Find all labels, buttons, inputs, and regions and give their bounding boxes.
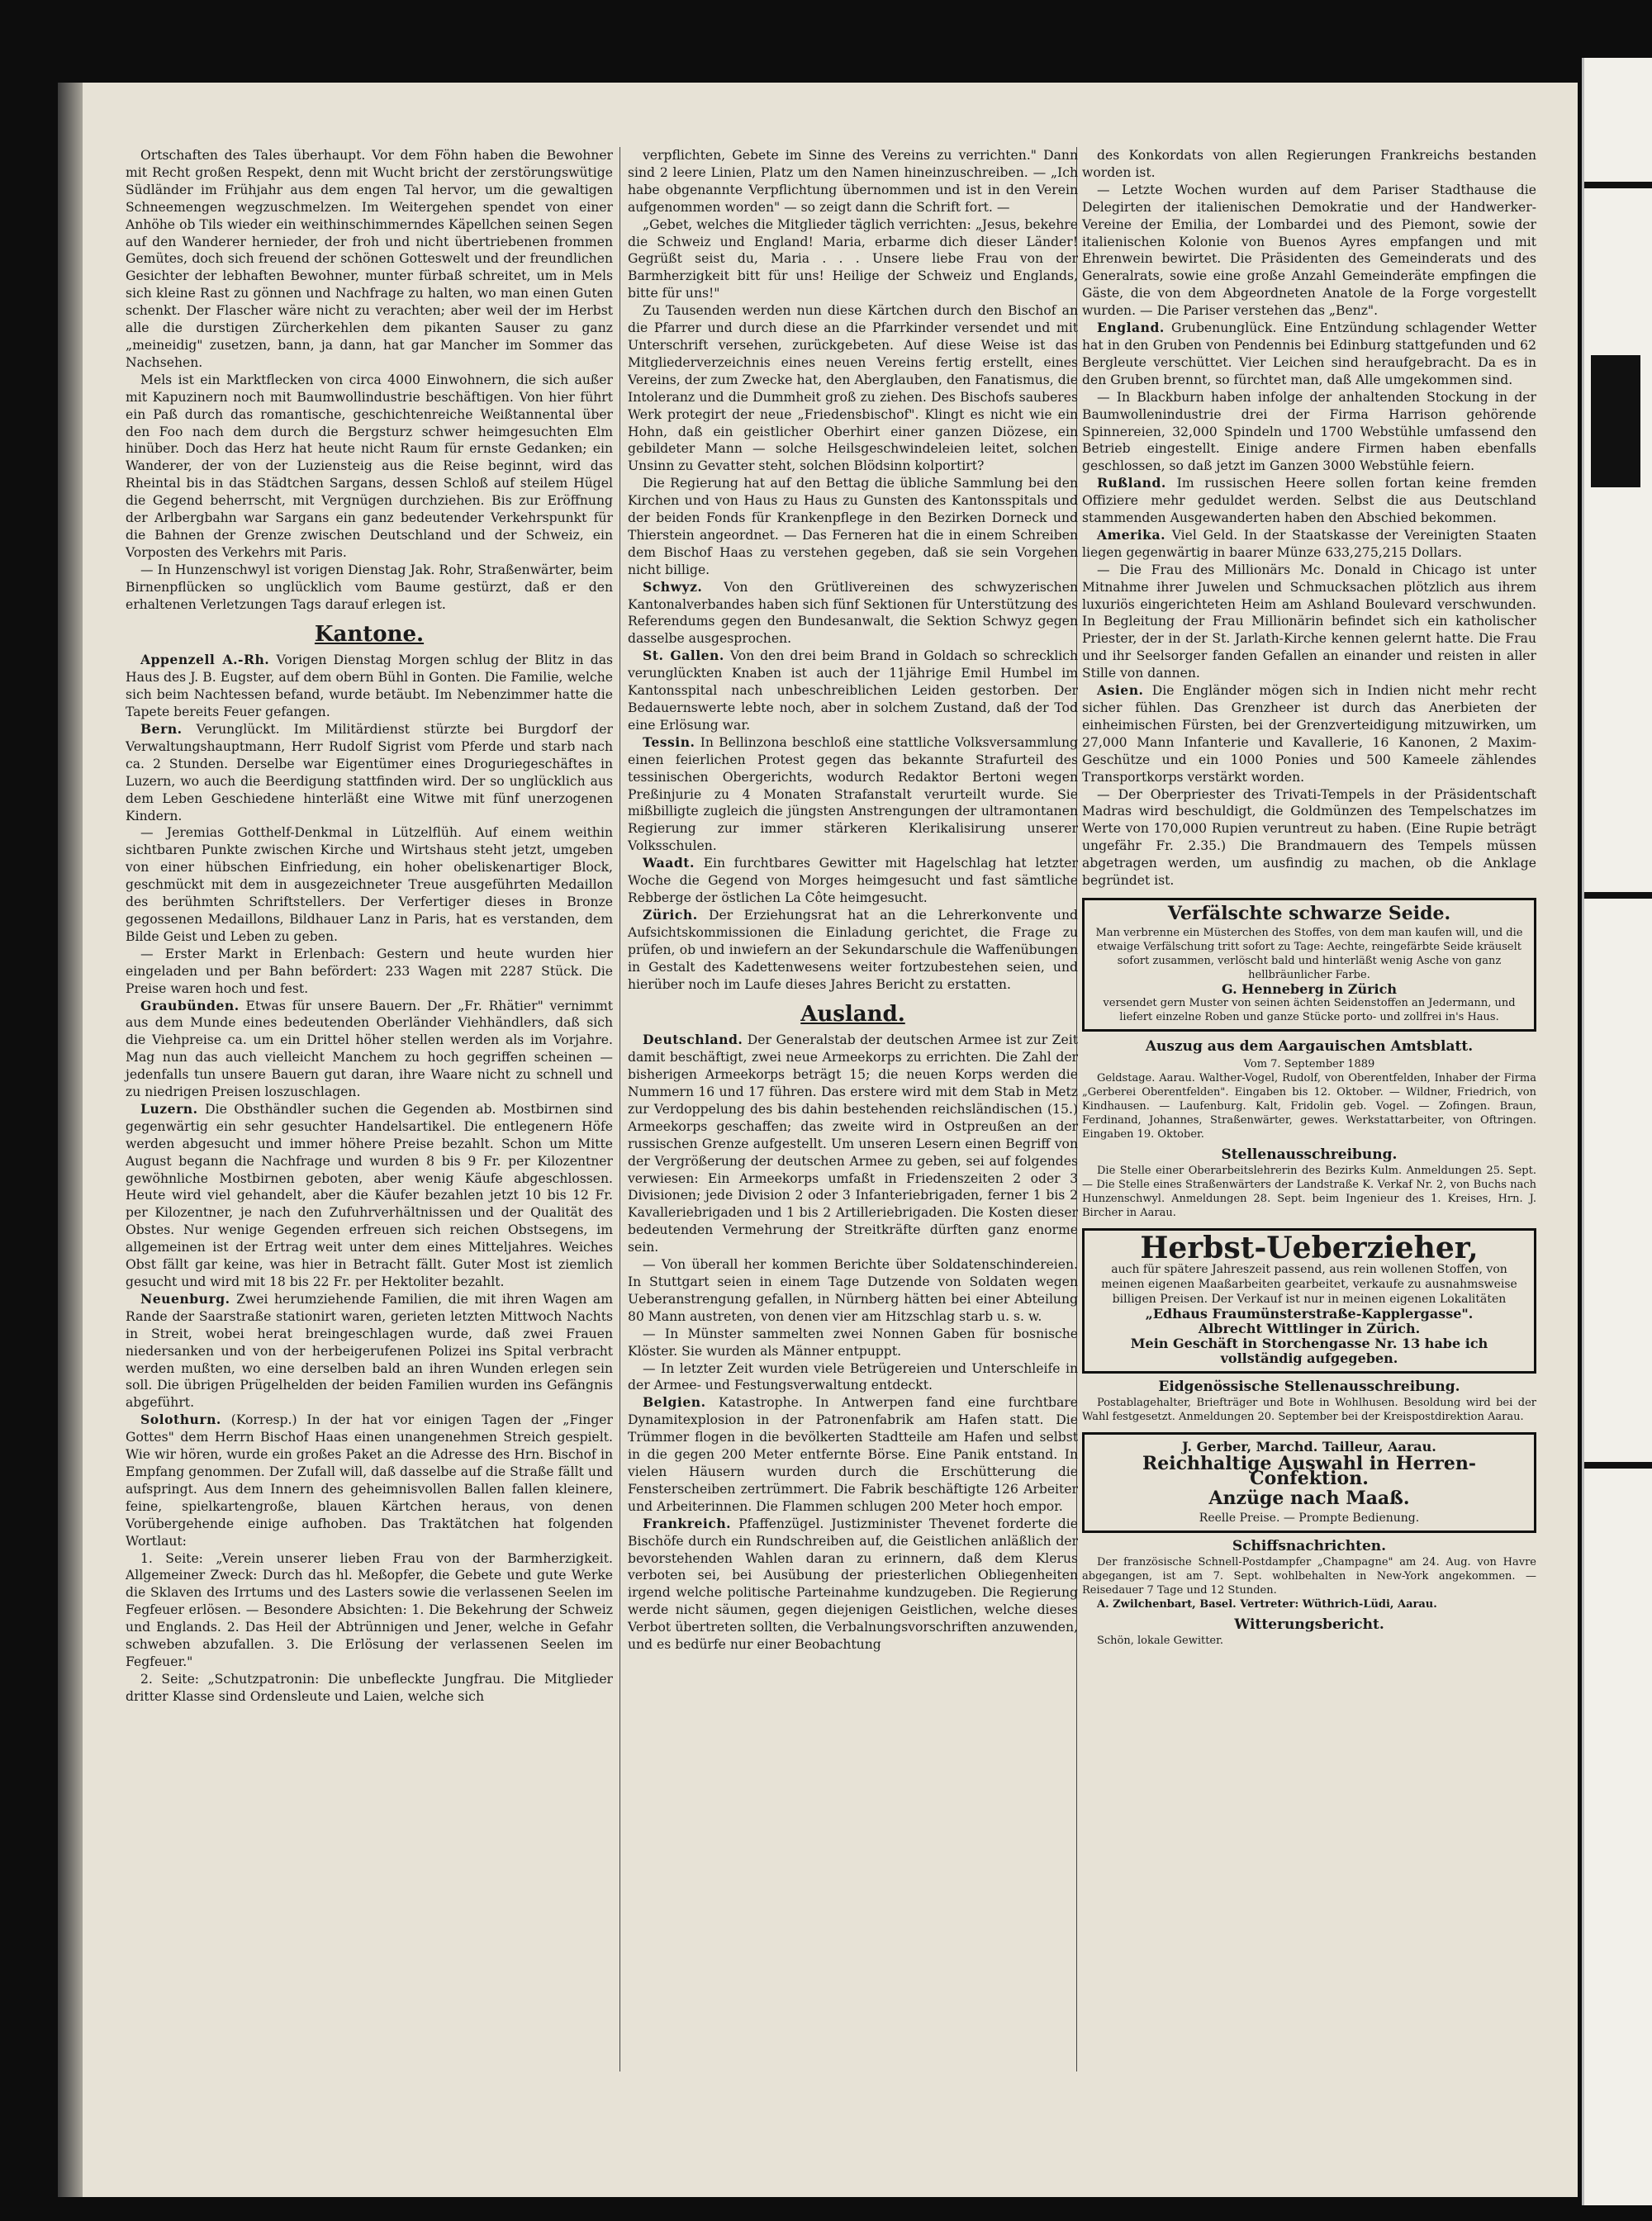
notice-agent: A. Zwilchenbart, Basel. Vertreter: Wüthrich-Lüdi, Aarau. (1097, 1597, 1437, 1611)
ad-line: Reichhaltige Auswahl in Herren-Confektion. (1142, 1452, 1476, 1489)
notice-title: Schiffsnachrichten. (1232, 1537, 1387, 1554)
news-item (628, 579, 1078, 648)
column-1 (126, 147, 613, 1706)
notice-text: Geldstage. Aarau. Walther-Vogel, Rudolf, von Oberentfelden, Inhaber der Firma „Gerberei Oberentfelden". Eingaben bis 12. Oktober. — Wildner, Friedrich, von Kindhausen. — Laufenburg. Kalt, Fridolin geb. Vogel. — Zofingen. Braun, Ferdinand, Johannes, Straßenwärter, gewes. Werkstattarbeiter, von Oftringen. Eingaben 19. Oktober. (1082, 1071, 1536, 1141)
ad-title: J. Gerber, Marchd. Tailleur, Aarau. (1182, 1438, 1436, 1455)
column-3 (1082, 147, 1536, 1648)
ad-body: Man verbrenne ein Müsterchen des Stoffes, von dem man kaufen will, und die etwaige Verfälschung tritt sofort zu Tage: Aechte, reingefärbte Seide kräuselt sofort zusammen, verlöscht bald und hinterläßt wenig Asche von ganz hellbräunlicher Farbe. (1095, 926, 1523, 981)
ad-title: Verfälschte schwarze Seide. (1167, 902, 1451, 924)
news-item-region: England. (1097, 320, 1165, 336)
notice-date: Vom 7. September 1889 (1243, 1057, 1375, 1070)
news-item (1082, 527, 1536, 562)
ad-line: Anzüge nach Maaß. (1208, 1487, 1410, 1509)
edge-rule (1584, 1462, 1652, 1469)
edge-rule (1584, 892, 1652, 899)
news-item-text: Die Engländer mögen sich in Indien nicht mehr recht sicher fühlen. Das Grenzheer ist durch das Anerbieten der einheimischen Fürsten, bei der Grenzverteidigung mitzuwirken, um 27,000 Mann Infanterie und Kavallerie, 16 Kanonen, 2 Maxim-Geschütze und ein 1000 Ponies und 500 Kameele zählendes Transportkorps verstärkt worden. (1082, 683, 1536, 785)
article-text: — Die Frau des Millionärs Mc. Donald in Chicago ist unter Mitnahme ihrer Juwelen und Schmucksachen plötzlich aus ihrem luxuriös eingerichteten Heim am Ashland Boulevard verschwunden. In Begleitung der Frau Millionärin befindet sich ein katholischer Priester, der in der St. Jarlath-Kirche kennen gelernt hatte. Die Frau und ihr Seelsorger fanden Gefallen an einander und reisten in aller Stille von dannen. (1082, 562, 1536, 681)
news-item (628, 648, 1078, 734)
column-2 (628, 147, 1078, 1654)
section-heading-kantone: Kantone. (314, 622, 425, 648)
ad-signature: G. Henneberg in Zürich (1221, 980, 1397, 997)
article-text: — In letzter Zeit wurden viele Betrügereien und Unterschleife in der Armee- und Festungsverwaltung entdeckt. (628, 1360, 1078, 1393)
news-item (628, 1032, 1078, 1256)
news-item-region: Deutschland. (643, 1032, 743, 1048)
news-item-text: Zwei herumziehende Familien, die mit ihren Wagen am Rande der Saarstraße stationirt waren, gerieten letzten Mittwoch Nachts in Streit, wobei herat breingeschlagen wurde, daß zwei Frauen niedersanken und von der herbeigerufenen Polizei ins Spital verbracht werden mußten, wo eine derselben bald an ihren Wunden erlegen sein soll. Die übrigen Prügelhelden der beiden Familien wurden ins Gefängnis abgeführt. (126, 1291, 613, 1411)
advertisement-tailor (1082, 1432, 1536, 1533)
article-text: — In Blackburn haben infolge der anhaltenden Stockung in der Baumwollenindustrie drei der Firma Harrison gehörende Spinnereien, 32,000 Spindeln und 1700 Webstühle umfassend den Betrieb eingestellt. Einige andere Firmen haben ebenfalls geschlossen, so daß jetzt im Ganzen 3000 Webstühle feiern. (1082, 389, 1536, 474)
news-item (126, 652, 613, 721)
news-item-region: Solothurn. (140, 1412, 221, 1428)
prayer-text: „Gebet, welches die Mitglieder täglich verrichten: „Jesus, bekehre die Schweiz und England! Maria, erbarme dich dieser Länder! Gegrüßt seist du, Maria . . . Unsere liebe Frau von der Barmherzigkeit bitt für uns! Heilige der Schweiz und Englands, bitte für uns!" (628, 216, 1078, 301)
news-item-text: (Korresp.) In der hat vor einigen Tagen der „Finger Gottes" dem Herrn Bischof Haas einen unangenehmen Streich gespielt. Wie wir hören, wurde ein großes Paket an die Adresse des Hrn. Bischof in Empfang genommen. Der Zufall will, daß dasselbe auf die Straße fällt und aufspringt. Aus dem Innern des geheimnisvollen Ballen fallen kleinere, feine, spielkartengroße, blauen Kärtchen heraus, von denen Vorübergehende einige aufhoben. Das Traktätchen hat folgenden Wortlaut: (126, 1412, 613, 1549)
news-item-region: Graubünden. (140, 997, 240, 1013)
news-item (1082, 320, 1536, 389)
ad-note: Mein Geschäft in Storchengasse Nr. 13 habe ich vollständig aufgegeben. (1130, 1335, 1488, 1366)
edge-block (1591, 355, 1640, 487)
news-item-region: Amerika. (1097, 526, 1165, 543)
news-item (126, 1412, 613, 1549)
notice-text: Postablagehalter, Briefträger und Bote in Wohlhusen. Besoldung wird bei der Wahl festgesetzt. Anmeldungen 20. September bei der Kreispostdirektion Aarau. (1082, 1396, 1536, 1423)
adjacent-page-edge (1582, 58, 1652, 2205)
news-item-region: St. Gallen. (643, 648, 724, 664)
article-text: — In Münster sammelten zwei Nonnen Gaben für bosnische Klöster. Sie wurden als Männer entpuppt. (628, 1326, 1078, 1359)
news-item-region: Frankreich. (643, 1515, 732, 1531)
news-item-text: Der Generalstab der deutschen Armee ist zur Zeit damit beschäftigt, zwei neue Armeekorps zu errichten. Die Zahl der bisherigen Armeekorps beträgt 15; die neuen Korps werden die Nummern 16 und 17 führen. Das erstere wird mit dem Stab in Metz zur Verdoppelung des bis dahin bestehenden reichsländischen (15.) Armeekorps geschaffen; das zweite wird in Ostpreußen an der russischen Grenze aufgestellt. Um unseren Lesern einen Begriff von der Vergrößerung der deutschen Armee zu geben, sei auf folgendes verwiesen: Ein Armeekorps umfaßt in Friedenszeiten 2 oder 3 Divisionen; jede Division 2 oder 3 Infanteriebrigaden, ferner 1 bis 2 Kavalleriebrigaden und 1 bis 2 Artilleriebrigaden. Die Kosten dieser bedeutenden Vermehrung der Streitkräfte dürften ganz enorme sein. (628, 1032, 1078, 1255)
notice-title: Stellenausschreibung. (1221, 1146, 1398, 1163)
article-text: — Von überall her kommen Berichte über Soldatenschindereien. In Stuttgart seien in einem Tage Dutzende von Soldaten wegen Ueberanstrengung gefallen, in Nürnberg hätten bei einer Abteilung 80 Mann austreten, von denen vier am Hitzschlag starb u. s. w. (628, 1257, 1078, 1324)
notice-title: Eidgenössische Stellenausschreibung. (1158, 1378, 1460, 1395)
article-text: Die Regierung hat auf den Bettag die übliche Sammlung bei den Kirchen und von Haus zu Haus zu Gunsten des Kantonsspitals und der beiden Fonds für Krankenpflege in den Bezirken Dorneck und Thierstein angeordnet. — Das Ferneren hat die in einem Schreiben dem Bischof Haas zu verstehen gegeben, daß sie sein Vorgehen nicht billige. (628, 476, 1078, 577)
news-item-text: Die Obsthändler suchen die Gegenden ab. Mostbirnen sind gegenwärtig ein sehr gesuchter Handelsartikel. Die entlegenern Höfe werden abgesucht und immer höhere Preise bezahlt. Schon um Mitte August begann die Nachfrage und wurden 8 bis 9 Fr. per Kilozentner gewöhnliche Mostbirnen geboten, aber wenig Käufe abgeschlossen. Heute wird viel gehandelt, aber die Käufer bezahlen jetzt 10 bis 12 Fr. per Kilozentner, je nach den Zufuhrverhältnissen und der Qualität des Obstes. Nur wenige Gegenden erfreuen sich reichen Obstsegens, im allgemeinen ist der Ertrag weit unter dem eines Mitteljahres. Weiches Obst fällt gar keine, was hier in Betracht fällt. Guter Most ist ziemlich gesucht und wird mit 18 bis 22 Fr. per Hektoliter bezahlt. (126, 1101, 613, 1289)
news-item-text: Vorigen Dienstag Morgen schlug der Blitz in das Haus des J. B. Eugster, auf dem obern Bühl in Gonten. Die Familie, welche sich beim Nachtessen befand, wurde betäubt. Im Nebenzimmer hatte die Tapete bereits Feuer gefangen. (126, 653, 613, 720)
edge-rule (1584, 182, 1652, 188)
advertisement-silk (1082, 898, 1536, 1032)
news-item-text: Von den drei beim Brand in Goldach so schrecklich verunglückten Knaben ist auch der 11jährige Emil Humbel im Kantonsspital nach unbeschreiblichen Leiden gestorben. Der Bedauernswerte lebte noch, aber in solchem Zustand, daß der Tod eine Erlösung war. (628, 648, 1079, 733)
article-text: — Letzte Wochen wurden auf dem Pariser Stadthause die Delegirten der italienischen Demokratie und der Handwerker-Vereine der Emilia, der Lombardei und des Piemont, sowie der italienischen Kolonie von Buenos Ayres empfangen und mit Ehrenwein bewirtet. Die Präsidenten des Gemeinderats und des Generalrats, sowie eine große Anzahl Gemeinderäte empfingen die Gäste, die von dem Abgeordneten Anatole de la Forge vorgestellt wurden. — Die Pariser verstehen das „Benz". (1082, 182, 1536, 319)
article-text: des Konkordats von allen Regierungen Frankreichs bestanden worden ist. (1082, 148, 1536, 180)
article-text: Mels ist ein Marktflecken von circa 4000 Einwohnern, die sich außer mit Kapuzinern noch mit Baumwollindustrie beschäftigen. Von hier führt ein Paß durch das romantische, geschichtenreiche Weißtannental über den Foo nach dem durch die Bergsturz schwer heimgesuchten Elm hinüber. Doch das Herz hat heute nicht Raum für ernste Gedanken; ein Wanderer, der von der Luziensteig aus die Reise beginnt, wird das Rheintal bis in das Städtchen Sargans, dessen Schloß auf steilem Hügel die Gegend beherrscht, mit Vergnügen durchziehen. Bis zur Eröffnung der Arlbergbahn war Sargans ein ganz bedeutender Verkehrspunkt für die Bahnen der Grenze zwischen Deutschland und der Schweiz, ein Vorposten des Verkehrs mit Paris. (126, 372, 613, 560)
news-item-text: Grubenunglück. Eine Entzündung schlagender Wetter hat in den Gruben von Pendennis bei Edinburg stattgefunden und 62 Bergleute verschüttet. Vier Leichen sind heraufgebracht. Da es in den Gruben brennt, so fürchtet man, daß Alle umgekommen sind. (1082, 320, 1536, 387)
news-item (126, 1291, 613, 1412)
news-item-region: Appenzell A.-Rh. (140, 652, 270, 668)
article-text: — Der Oberpriester des Trivati-Tempels in der Präsidentschaft Madras wird beschuldigt, die Goldmünzen des Tempelschatzes im Werte von 170,000 Rupien veruntreut zu haben. (Eine Rupie beträgt ungefähr Fr. 2.35.) Die Brandmauern des Tempels müssen abgetragen werden, um ausfindig zu machen, ob die Anklage begründet ist. (1082, 786, 1536, 889)
ad-line: Reelle Preise. — Prompte Bedienung. (1199, 1511, 1420, 1525)
news-item (628, 734, 1078, 855)
article-text: — Erster Markt in Erlenbach: Gestern und heute wurden hier eingeladen und per Bahn befördert: 233 Wagen mit 2287 Stück. Die Preise waren hoch und fest. (126, 946, 613, 996)
news-item-region: Zürich. (643, 906, 698, 923)
advertisement-overcoats (1082, 1228, 1536, 1374)
news-item-text: Von den Grütlivereinen des schwyzerischen Kantonalverbandes haben sich fünf Sektionen für Unterstützung des Referendums gegen den Bundesanwalt, die Sektion Schwyz gegen dasselbe ausgesprochen. (628, 579, 1078, 647)
news-item-text: Katastrophe. In Antwerpen fand eine furchtbare Dynamitexplosion in der Patronenfabrik am Hafen statt. Die Trümmer flogen in die bevölkerten Stadtteile am Hafen und selbst in die gegen 200 Meter entfernte Börse. Eine Panik entstand. In vielen Häusern wurden durch die Erschütterung die Fensterscheiben zertrümmert. Die Fabrik beschäftigte 126 Arbeiter und Arbeiterinnen. Die Flammen schlugen 200 Meter hoch empor. (628, 1395, 1078, 1514)
news-item-region: Asien. (1097, 682, 1144, 699)
article-text: verpflichten, Gebete im Sinne des Vereins zu verrichten." Dann sind 2 leere Linien, Platz um den Namen hineinzuschreiben. — „Ich habe obgenannte Verpflichtung übernommen und ist in den Verein aufgenommen worden" — so zeigt dann die Schrift fort. — (628, 148, 1078, 215)
news-item-text: Pfaffenzügel. Justizminister Thevenet forderte die Bischöfe durch ein Rundschreiben auf, die Geistlichen anläßlich der bevorstehenden Wahlen daran zu erinnern, daß dem Klerus verboten sei, bei Ausübung der priesterlichen Obliegenheiten irgend welche politische Parteinahme kundzugeben. Die Regierung werde nicht säumen, gegen diejenigen Geistlichen, welche dieses Verbot übertreten sollten, die Verbalnungsvorschriften anzuwenden, und es bedürfe nur einer Beobachtung (628, 1516, 1078, 1653)
news-item (126, 998, 613, 1101)
news-item-region: Luzern. (140, 1100, 198, 1117)
notice-title: Witterungsbericht. (1234, 1616, 1384, 1633)
notice-title: Auszug aus dem Aargauischen Amtsblatt. (1145, 1037, 1474, 1055)
news-item-text: Im russischen Heere sollen fortan keine fremden Offiziere mehr geduldet werden. Selbst die aus Deutschland stammenden Ausgewanderten haben den Abschied bekommen. (1082, 476, 1536, 526)
news-item (628, 1516, 1078, 1654)
ad-signature: Albrecht Wittlinger in Zürich. (1198, 1320, 1421, 1336)
article-text: Ortschaften des Tales überhaupt. Vor dem Föhn haben die Bewohner mit Recht großen Respekt, denn mit Wucht bricht der zerstörungswütige Südländer im Frühjahr aus dem engen Tal hervor, um die gewaltigen Schneemengen wegzuschmelzen. Im Weitergehen spendet von einer Anhöhe ob Tils wieder ein weithinschimmerndes Käpellchen seinen Segen auf den Wanderer hernieder, der froh und nicht übertriebenen frommen Gemütes, doch sich freuend der schönen Gotteswelt und der freundlichen Gesichter der lebhaften Bewohner, munter fürbaß schreitet, um in Mels sich kleine Rast zu gönnen und Nachfrage zu halten, wo man einen Guten schenkt. Der Flascher wäre nicht zu verachten; aber weil der im Herbst alle die durstigen Zürcherkehlen dem pikanten Sauser zu ganz „meineidig" zusetzen, bann, ja dann, hat gar Mancher im Sommer das Nachsehen. (126, 148, 613, 370)
ad-body: auch für spätere Jahreszeit passend, aus rein wollenen Stoffen, von meinen eigenen Maaßarbeiten gearbeitet, verkaufe zu ausnahmsweise billigen Preisen. Der Verkauf ist nur in meinen eigenen Lokalitäten (1101, 1262, 1517, 1306)
news-item-region: Tessin. (643, 733, 695, 750)
news-item (628, 855, 1078, 907)
news-item-text: Etwas für unsere Bauern. Der „Fr. Rhätier" vernimmt aus dem Munde eines bedeutenden Oberländer Viehhändlers, daß sich die Viehpreise ca. um ein Drittel höher stellen werden als im Vorjahre. Mag nun das auch vielleicht Manchem zu hoch gegriffen scheinen — jedenfalls tun unsere Bauern gut daran, ihre Waare nicht zu schnell und zu niedrigen Preisen loszuschlagen. (126, 998, 613, 1100)
article-text: — In Hunzenschwyl ist vorigen Dienstag Jak. Rohr, Straßenwärter, beim Birnenpflücken so unglücklich vom Baume gestürzt, daß er den erhaltenen Verletzungen Tags darauf erlegen ist. (126, 562, 613, 612)
weather-text: Schön, lokale Gewitter. (1097, 1634, 1224, 1647)
news-item-region: Bern. (140, 721, 183, 737)
article-text: Zu Tausenden werden nun diese Kärtchen durch den Bischof an die Pfarrer und durch diese an die Pfarrkinder versendet und mit Unterschrift versehen, zurückgebeten. Auf diese Weise ist das Mitgliederverzeichnis eines neuen Vereins fertig erstellt, eines Vereins, der zum Zwecke hat, den Aberglauben, den Fanatismus, die Intoleranz und die Dummheit groß zu ziehen. Des Bischofs sauberes Werk protegirt der neue „Friedensbischof". Klingt es nicht wie ein Hohn, daß ein geistlicher Oberhirt einer ganzen Diözese, ein gebildeter Mann — solche Heilsgeschwindeleien leitet, solchen Unsinn zu Gevatter steht, solchen Blödsinn kolportirt? (628, 303, 1078, 474)
news-item-region: Belgien. (643, 1394, 706, 1411)
news-item-region: Rußland. (1097, 475, 1166, 491)
notice-text: Die Stelle einer Oberarbeitslehrerin des Bezirks Kulm. Anmeldungen 25. Sept. — Die Stelle eines Straßenwärters der Landstraße K. Verkaf Nr. 2, von Buchs nach Hunzenschwyl. Anmeldungen 28. Sept. beim Ingenieur des 1. Kreises, Hrn. J. Bircher in Aarau. (1082, 1164, 1536, 1219)
news-item-region: Neuenburg. (140, 1290, 230, 1307)
news-item-text: Viel Geld. In der Staatskasse der Vereinigten Staaten liegen gegenwärtig in baarer Münze 633,275,215 Dollars. (1082, 527, 1536, 560)
section-heading-ausland: Ausland. (800, 1002, 905, 1027)
news-item (126, 1101, 613, 1291)
news-item-text: Verunglückt. Im Militärdienst stürzte bei Burgdorf der Verwaltungshauptmann, Herr Rudolf Sigrist vom Pferde und starb nach ca. 2 Stunden. Derselbe war Eigentümer eines Droguriegeschäftes in Luzern, wo auch die Beerdigung stattfinden wird. Der so unglücklich aus dem Leben Geschiedene hinterläßt eine Witwe mit fünf unerzogenen Kindern. (126, 722, 613, 823)
news-item-region: Waadt. (643, 855, 695, 871)
article-text: 1. Seite: „Verein unserer lieben Frau von der Barmherzigkeit. Allgemeiner Zweck: Durch das hl. Meßopfer, die Gebete und gute Werke die Sklaven des Irrtums und des Lasters sowie die verlassenen Seelen im Fegfeuer erlösen. — Besondere Absichten: 1. Die Bekehrung der Schweiz und Englands. 2. Das Heil der Abtrünnigen und Jener, welche in Gefahr schweben abzufallen. 3. Die Erlösung der verlassenen Seelen im Fegfeuer." (126, 1550, 613, 1669)
ad-location: „Edhaus Fraumünsterstraße-Kapplergasse". (1145, 1305, 1474, 1322)
ad-body: versendet gern Muster von seinen ächten Seidenstoffen an Jedermann, und liefert einzelne Roben und ganze Stücke porto- und zollfrei in's Haus. (1103, 996, 1516, 1023)
news-item-text: Der Erziehungsrat hat an die Lehrerkonvente und Aufsichtskommissionen die Einladung gerichtet, die Frage zu prüfen, ob und inwiefern an der Sekundarschule die Waffenübungen in Gestalt des Kadettenwesens weiter fortzubestehen seien, und hierüber noch im Laufe dieses Jahres Bericht zu erstatten. (628, 907, 1078, 992)
news-item-text: Ein furchtbares Gewitter mit Hagelschlag hat letzter Woche die Gegend von Morges heimgesucht und fast sämtliche Rebberge der östlichen La Côte heimgesucht. (628, 856, 1078, 905)
news-item (1082, 682, 1536, 785)
news-item-text: In Bellinzona beschloß eine stattliche Volksversammlung einen feierlichen Protest gegen das bekannte Strafurteil des tessinischen Obergerichts, wodurch Redaktor Bertoni wegen Preßinjurie zu 4 Monaten Strafanstalt verurteilt wurde. Sie mißbilligte zugleich die jüngsten Anstrengungen der ultramontanen Regierung zur immer stärkeren Klerikalisirung unserer Volksschulen. (628, 734, 1078, 854)
news-item (1082, 475, 1536, 527)
article-text: 2. Seite: „Schutzpatronin: Die unbefleckte Jungfrau. Die Mitglieder dritter Klasse sind Ordensleute und Laien, welche sich (126, 1671, 613, 1704)
news-item-region: Schwyz. (643, 578, 703, 595)
article-text: — Jeremias Gotthelf-Denkmal in Lützelflüh. Auf einem weithin sichtbaren Punkte zwischen Kirche und Wirtshaus steht jetzt, umgeben von einer hübschen Einfriedung, ein hoher obeliskenartiger Block, geschmückt mit dem in ausgezeichneter Treue ausgeführten Medaillon des berühmten Schriftstellers. Der Verfertiger dieses in Bronze gegossenen Medaillons, Bildhauer Lanz in Paris, hat es verstanden, dem Bilde Geist und Leben zu geben. (126, 825, 613, 944)
notice-text: Der französische Schnell-Postdampfer „Champagne" am 24. Aug. von Havre abgegangen, ist am 7. Sept. wohlbehalten in New-York angekommen. — Reisedauer 7 Tage und 12 Stunden. (1082, 1555, 1536, 1597)
news-item (126, 721, 613, 824)
news-item (628, 907, 1078, 994)
news-item (628, 1394, 1078, 1515)
ad-title: Herbst-Ueberzieher, (1140, 1230, 1479, 1265)
